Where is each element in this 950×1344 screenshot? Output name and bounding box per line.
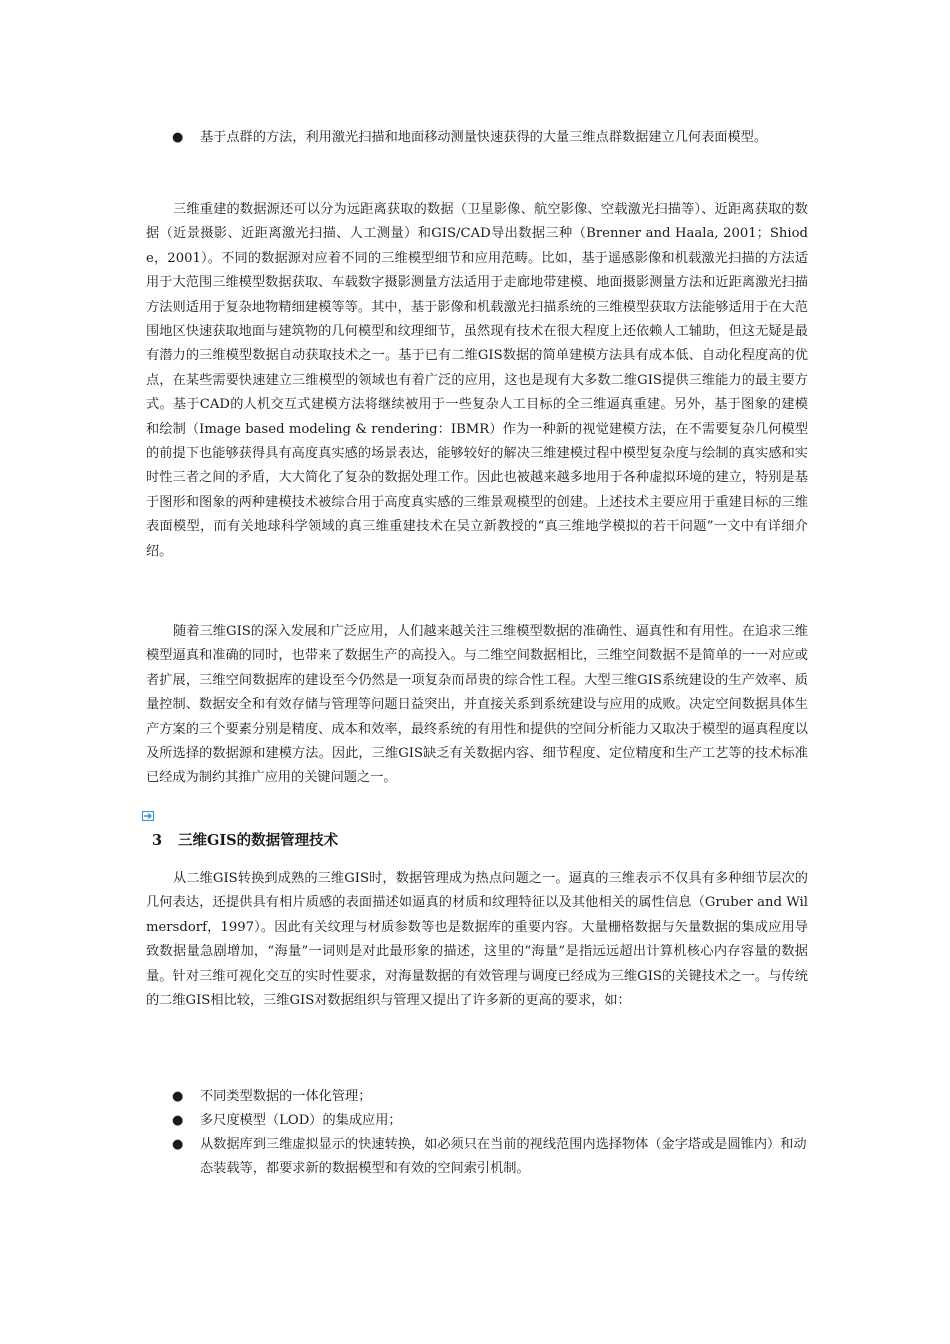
section-number: 3 [152,832,163,849]
bullet-text: 不同类型数据的一体化管理； [200,1089,372,1104]
bullet-item-point-cloud [172,126,812,150]
bullet-marker: ● [172,1137,184,1152]
paragraph-data-sources: 三维重建的数据源还可以分为远距离获取的数据（卫星影像、航空影像、空载激光扫描等）、近距离获取的数据（近景摄影、近距离激光扫描、人工测量）和GIS/CAD导出数据三种（Brenner and Haala, 2001；Shiode，2001）。不同的数据源对应着不同的三维模型细节和应用范畴。比如，基于遥感影像和机载激光扫描的方法适用于大范围三维模型数据获取、车载数字摄影测量方法适用于走廊地带建模、地面摄影测量方法和近距离激光扫描方法则适用于复杂地物精细建模等等。其中，基于影像和机载激光扫描系统的三维模型获取方法能够适用于在大范围地区快速获取地面与建筑物的几何模型和纹理细节，虽然现有技术在很大程度上还依赖人工辅助，但这无疑是最有潜力的三维模型数据自动获取技术之一。基于已有二维GIS数据的简单建模方法具有成本低、自动化程度高的优点，在某些需要快速建立三维模型的领域也有着广泛的应用，这也是现有大多数二维GIS提供三维能力的最主要方式。基于CAD的人机交互式建模方法将继续被用于一些复杂人工目标的全三维逼真重建。另外，基于图象的建模和绘制（Image based modeling & rendering：IBMR）作为一种新的视觉建模方法，在不需要复杂几何模型的前提下也能够获得具有高度真实感的场景表达，能够较好的解决三维建模过程中模型复杂度与绘制的真实感和实时性三者之间的矛盾，大大简化了复杂的数据处理工作。因此也被越来越多地用于各种虚拟环境的建立，特别是基于图形和图象的两种建模技术被综合用于高度真实感的三维景观模型的创建。上述技术主要应用于重建目标的三维表面模型，而有关地球科学领域的真三维重建技术在吴立新教授的“真三维地学模拟的若干问题”一文中有详细介绍。 [146,202,808,559]
list-item [172,1085,812,1109]
section-title: 三维GIS的数据管理技术 [178,832,339,849]
paragraph-data-management: 从二维GIS转换到成熟的三维GIS时，数据管理成为热点问题之一。逼真的三维表示不仅具有多种细节层次的几何表达，还提供具有相片质感的表面描述如逼真的材质和纹理特征以及其他相关的属性信息（Gruber and Wilmersdorf，1997）。因此有关纹理与材质参数等也是数据库的重要内容。大量栅格数据与矢量数据的集成应用导致数据量急剧增加，“海量”一词则是对此最形象的描述，这里的“海量”是指远远超出计算机核心内存容量的数据量。针对三维可视化交互的实时性要求，对海量数据的有效管理与调度已经成为三维GIS的关键技术之一。与传统的二维GIS相比较，三维GIS对数据组织与管理又提出了许多新的更高的要求，如： [146,871,808,1009]
bullet-text: 多尺度模型（LOD）的集成应用； [200,1113,402,1128]
paragraph-3d-gis-development: 随着三维GIS的深入发展和广泛应用，人们越来越关注三维模型数据的准确性、逼真性和有用性。在追求三维模型逼真和准确的同时，也带来了数据生产的高投入。与二维空间数据相比，三维空间数据不是简单的一一对应或者扩展，三维空间数据库的建设至今仍然是一项复杂而昂贵的综合性工程。大型三维GIS系统建设的生产效率、质量控制、数据安全和有效存储与管理等问题日益突出，并直接关系到系统建设与应用的成败。决定空间数据具体生产方案的三个要素分别是精度、成本和效率，最终系统的有用性和提供的空间分析能力又取决于模型的逼真程度以及所选择的数据源和建模方法。因此，三维GIS缺乏有关数据内容、细节程度、定位精度和生产工艺等的技术标准已经成为制约其推广应用的关键问题之一。 [146,624,808,786]
bullet-text: 从数据库到三维虚拟显示的快速转换，如必须只在当前的视线范围内选择物体（金字塔或是圆锥内）和动态装载等，都要求新的数据模型和有效的空间索引机制。 [200,1137,807,1176]
bullet-marker: ● [172,130,184,145]
bullet-marker: ● [172,1089,184,1104]
section-heading [152,830,338,852]
list-item [172,1133,812,1181]
list-item [172,1109,812,1133]
bullet-text: 基于点群的方法，利用激光扫描和地面移动测量快速获得的大量三维点群数据建立几何表面模型。 [200,130,768,145]
arrow-right-icon[interactable] [142,811,154,821]
bullet-marker: ● [172,1113,184,1128]
